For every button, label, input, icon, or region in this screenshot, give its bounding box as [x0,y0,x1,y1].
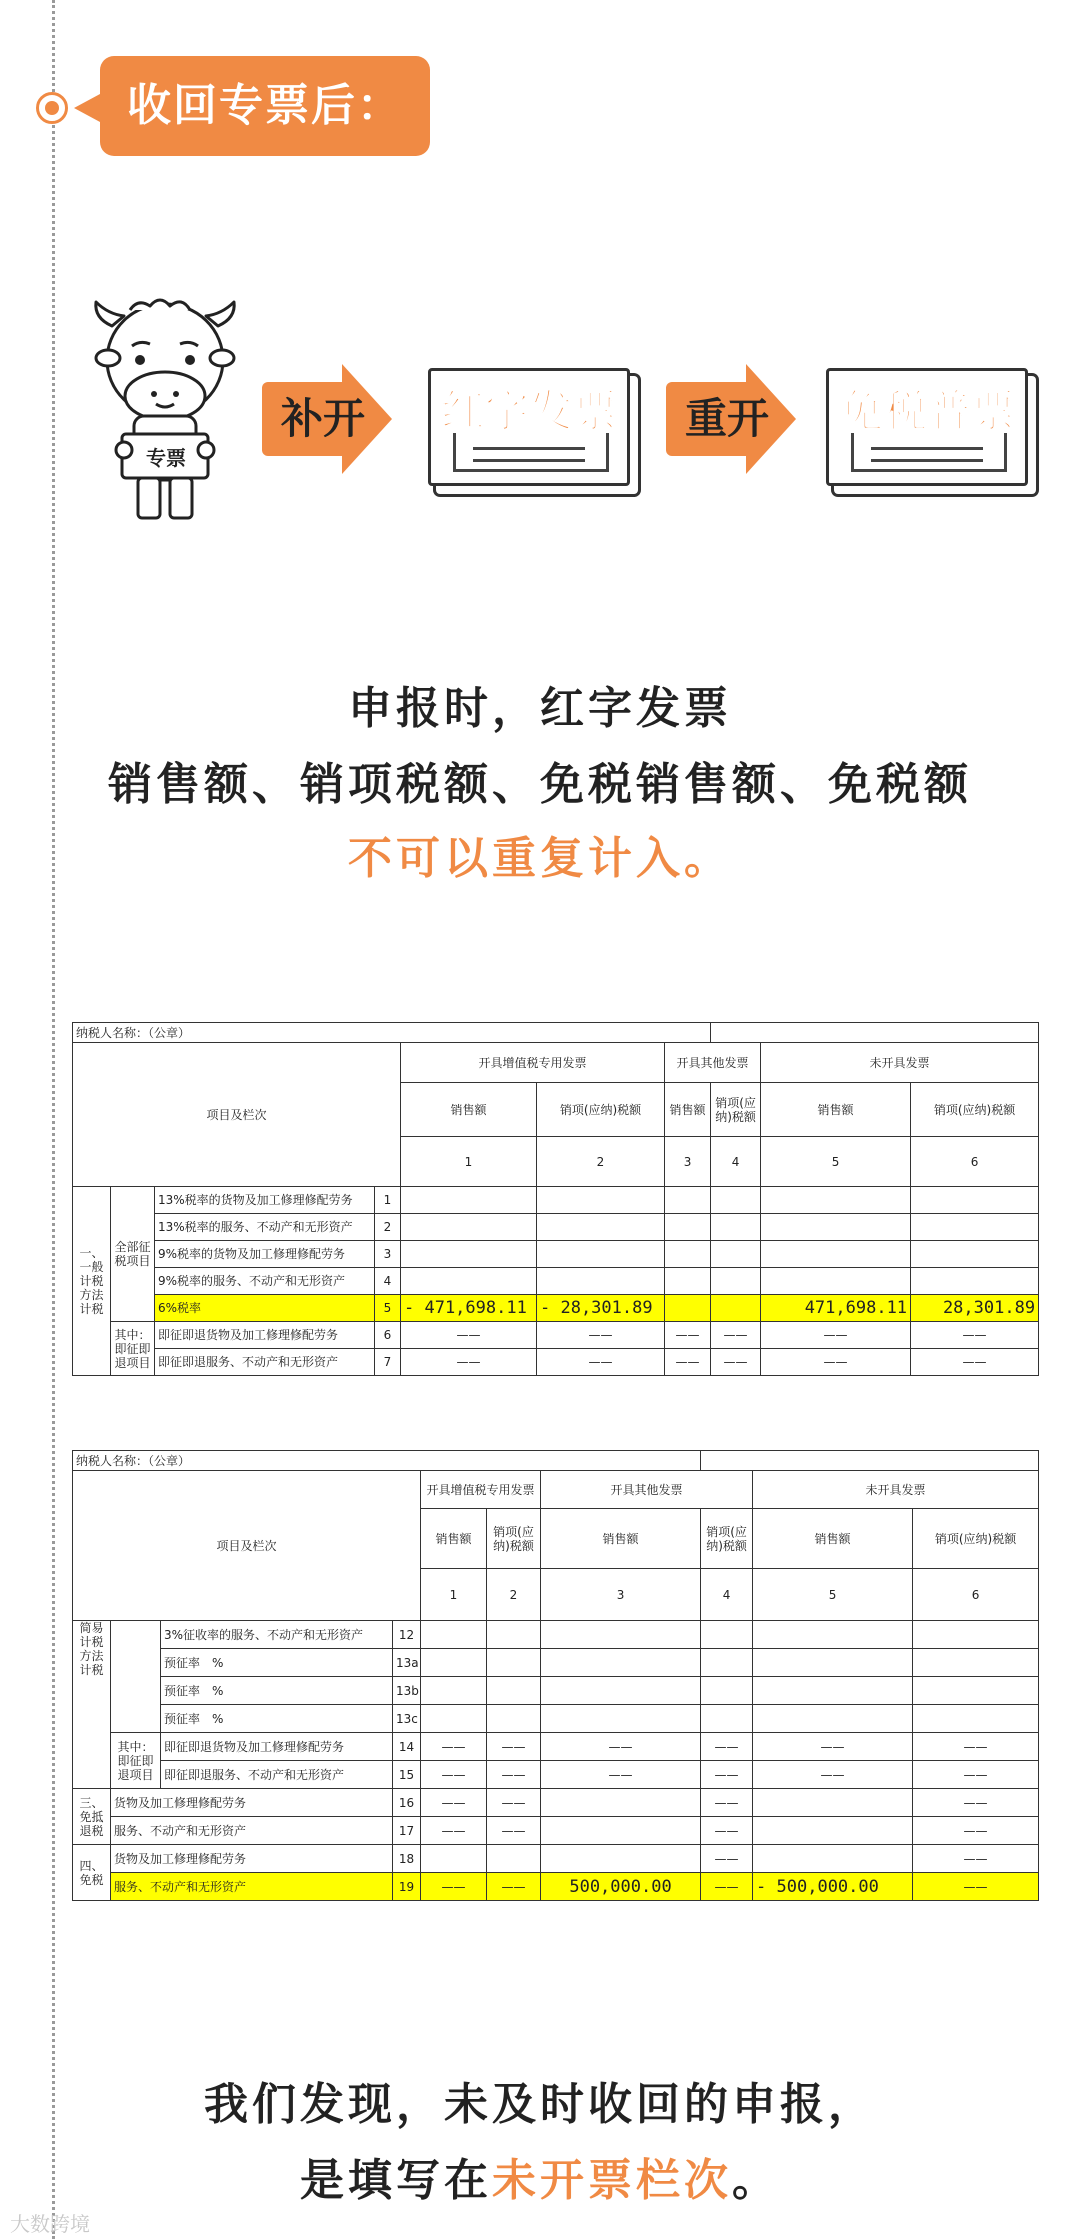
cell [487,1677,541,1705]
col-header: 销项(应纳)税额 [711,1083,761,1137]
cell: —— [701,1845,753,1873]
cell [665,1268,711,1295]
cell [753,1789,913,1817]
watermark: 大数跨境 [10,2212,90,2236]
row-number: 13c [393,1705,421,1733]
cell [761,1187,911,1214]
cell [421,1649,487,1677]
cell [911,1187,1039,1214]
cell [421,1621,487,1649]
cell: —— [913,1789,1039,1817]
row-label: 即征即退货物及加工修理修配劳务 [155,1322,375,1349]
declaration-table-1 [72,1022,1039,1376]
timeline-dotted-line [52,0,55,2239]
col-header: 销售额 [541,1509,701,1569]
col-number: 5 [761,1137,911,1187]
row-label: 预征率 % [161,1705,393,1733]
declaration-table-2 [72,1450,1039,1901]
cell: —— [911,1322,1039,1349]
col-header: 销项(应纳)税额 [537,1083,665,1137]
row-label: 6%税率 [155,1295,375,1322]
cell: —— [701,1789,753,1817]
cell [537,1268,665,1295]
cell [537,1241,665,1268]
cell: —— [711,1322,761,1349]
col-number: 6 [913,1569,1039,1621]
section-badge [100,56,430,156]
col-number: 3 [665,1137,711,1187]
cell: —— [401,1322,537,1349]
col-header: 销项(应纳)税额 [487,1509,541,1569]
section-badge-text: 收回专票后： [127,80,403,131]
cell [541,1817,701,1845]
cell [753,1677,913,1705]
cell: —— [701,1761,753,1789]
category-exempt-refund: 三、免抵退税 [73,1789,111,1845]
notice-line-2: 销售额、销项税额、免税销售额、免税额 [108,759,972,810]
conclusion-highlight: 未开票栏次 [492,2155,732,2206]
row-number: 7 [375,1349,401,1376]
cell: - 471,698.11 [401,1295,537,1322]
col-number: 4 [711,1137,761,1187]
cell: —— [487,1873,541,1901]
group-no-invoice: 未开具发票 [753,1471,1039,1509]
col-number: 2 [537,1137,665,1187]
cell: 471,698.11 [761,1295,911,1322]
cell: —— [401,1349,537,1376]
row-number: 6 [375,1322,401,1349]
col-header: 销项(应纳)税额 [911,1083,1039,1137]
step-label-reopen: 重开 [684,394,769,443]
subcategory-refund: 其中：即征即退项目 [111,1733,161,1789]
row-number: 1 [375,1187,401,1214]
col-number: 3 [541,1569,701,1621]
cell [753,1817,913,1845]
cell [401,1268,537,1295]
cell: —— [541,1761,701,1789]
cell [913,1621,1039,1649]
cell [701,1677,753,1705]
row-label: 13%税率的服务、不动产和无形资产 [155,1214,375,1241]
row-number: 2 [375,1214,401,1241]
row-label: 3%征收率的服务、不动产和无形资产 [161,1621,393,1649]
group-special-invoice: 开具增值税专用发票 [421,1471,541,1509]
row-label: 即征即退服务、不动产和无形资产 [161,1761,393,1789]
cell [761,1214,911,1241]
row-label: 13%税率的货物及加工修理修配劳务 [155,1187,375,1214]
cell [911,1241,1039,1268]
cell [761,1268,911,1295]
taxpayer-name: 纳税人名称：（公章） [73,1451,701,1471]
cell [421,1677,487,1705]
row-number: 15 [393,1761,421,1789]
col-number: 1 [421,1569,487,1621]
cell: —— [701,1733,753,1761]
row-number: 18 [393,1845,421,1873]
cell: —— [487,1789,541,1817]
cell: —— [421,1873,487,1901]
step-arrow-1 [262,364,392,474]
row-label: 服务、不动产和无形资产 [111,1873,393,1901]
cell [701,1705,753,1733]
item-header: 项目及栏次 [73,1043,401,1187]
cell: —— [761,1349,911,1376]
conclusion-end: 。 [732,2155,780,2206]
cell: - 28,301.89 [537,1295,665,1322]
cell [913,1649,1039,1677]
cell: —— [913,1845,1039,1873]
highlighted-row-6pct [73,1295,1039,1322]
row-number: 13b [393,1677,421,1705]
conclusion-line-1: 我们发现，未及时收回的申报， [204,2079,876,2130]
cell: —— [421,1789,487,1817]
cell [401,1241,537,1268]
cell: 28,301.89 [911,1295,1039,1322]
cell [711,1241,761,1268]
cell [541,1705,701,1733]
category-general: 一、一般计税方法计税 [73,1187,111,1376]
col-header: 销项(应纳)税额 [913,1509,1039,1569]
col-number: 1 [401,1137,537,1187]
category-simple: 简易计税方法计税 [73,1621,111,1789]
cell: —— [913,1733,1039,1761]
row-number: 16 [393,1789,421,1817]
cell [711,1214,761,1241]
col-number: 5 [753,1569,913,1621]
cell: —— [761,1322,911,1349]
cell [913,1705,1039,1733]
cell: —— [537,1349,665,1376]
cell: —— [665,1349,711,1376]
row-number: 17 [393,1817,421,1845]
cell [421,1705,487,1733]
cell: —— [487,1761,541,1789]
row-number: 3 [375,1241,401,1268]
cell [541,1845,701,1873]
group-special-invoice: 开具增值税专用发票 [401,1043,665,1083]
cell [753,1845,913,1873]
cell: —— [911,1349,1039,1376]
subcategory-refund: 其中：即征即退项目 [111,1322,155,1376]
cell [401,1187,537,1214]
cell [701,1621,753,1649]
group-no-invoice: 未开具发票 [761,1043,1039,1083]
cell: —— [701,1817,753,1845]
cell: 500,000.00 [541,1873,701,1901]
invoice-tax-free-title: 免税普票 [839,386,1015,437]
cell [711,1295,761,1322]
cell [701,1649,753,1677]
cell: —— [753,1761,913,1789]
invoice-red-letter [428,368,630,486]
row-number: 12 [393,1621,421,1649]
cell [541,1677,701,1705]
cow-mascot-icon [90,288,240,528]
col-header: 销售额 [421,1509,487,1569]
cell: —— [487,1733,541,1761]
row-label: 即征即退货物及加工修理修配劳务 [161,1733,393,1761]
cell: —— [487,1817,541,1845]
step-label-reissue: 补开 [280,394,365,443]
cell [665,1214,711,1241]
cell [541,1621,701,1649]
cell [487,1705,541,1733]
group-other-invoice: 开具其他发票 [541,1471,753,1509]
cell [487,1621,541,1649]
row-number: 5 [375,1295,401,1322]
cell [711,1187,761,1214]
timeline-node-icon [36,92,68,124]
cell: —— [701,1873,753,1901]
cell [665,1187,711,1214]
cell: —— [421,1817,487,1845]
col-header: 销售额 [761,1083,911,1137]
row-label: 即征即退服务、不动产和无形资产 [155,1349,375,1376]
col-number: 2 [487,1569,541,1621]
cell: —— [913,1817,1039,1845]
cell [537,1214,665,1241]
col-header: 销售额 [401,1083,537,1137]
cell [913,1677,1039,1705]
row-label: 服务、不动产和无形资产 [111,1817,393,1845]
cell: —— [421,1761,487,1789]
cell: —— [753,1733,913,1761]
row-label: 9%税率的货物及加工修理修配劳务 [155,1241,375,1268]
notice-line-3: 不可以重复计入。 [348,833,732,884]
cell [911,1214,1039,1241]
cell [421,1845,487,1873]
cell [753,1621,913,1649]
cell: —— [913,1873,1039,1901]
conclusion-text: 是填写在 [300,2155,492,2206]
col-header: 销售额 [665,1083,711,1137]
col-number: 4 [701,1569,753,1621]
cell [541,1789,701,1817]
cell [911,1268,1039,1295]
cell [665,1241,711,1268]
conclusion-line-2 [0,2144,1080,2208]
cell [761,1241,911,1268]
category-exempt: 四、免税 [73,1845,111,1901]
cell: —— [711,1349,761,1376]
row-label: 预征率 % [161,1649,393,1677]
col-header: 销项(应纳)税额 [701,1509,753,1569]
cell: —— [537,1322,665,1349]
cell [537,1187,665,1214]
cell: - 500,000.00 [753,1873,913,1901]
invoice-red-letter-title: 红字发票 [441,386,617,437]
cell [711,1268,761,1295]
row-number: 19 [393,1873,421,1901]
item-header: 项目及栏次 [73,1471,421,1621]
cell [487,1649,541,1677]
cell: —— [913,1761,1039,1789]
cow-card-label: 专票 [146,446,186,470]
col-number: 6 [911,1137,1039,1187]
group-other-invoice: 开具其他发票 [665,1043,761,1083]
row-number: 14 [393,1733,421,1761]
subcategory-all-taxable: 全部征税项目 [111,1187,155,1322]
cell: —— [541,1733,701,1761]
row-label: 货物及加工修理修配劳务 [111,1845,393,1873]
row-label: 预征率 % [161,1677,393,1705]
col-header: 销售额 [753,1509,913,1569]
cell [753,1649,913,1677]
cell [753,1705,913,1733]
cell: —— [421,1733,487,1761]
step-arrow-2 [666,364,796,474]
cell [541,1649,701,1677]
cell: —— [665,1322,711,1349]
row-number: 13a [393,1649,421,1677]
row-number: 4 [375,1268,401,1295]
invoice-tax-free [826,368,1028,486]
cell [665,1295,711,1322]
highlighted-row-exempt-services [73,1873,1039,1901]
cell [401,1214,537,1241]
taxpayer-name: 纳税人名称：（公章） [73,1023,711,1043]
row-label: 货物及加工修理修配劳务 [111,1789,393,1817]
cell [487,1845,541,1873]
notice-line-1: 申报时，红字发票 [348,683,732,734]
row-label: 9%税率的服务、不动产和无形资产 [155,1268,375,1295]
